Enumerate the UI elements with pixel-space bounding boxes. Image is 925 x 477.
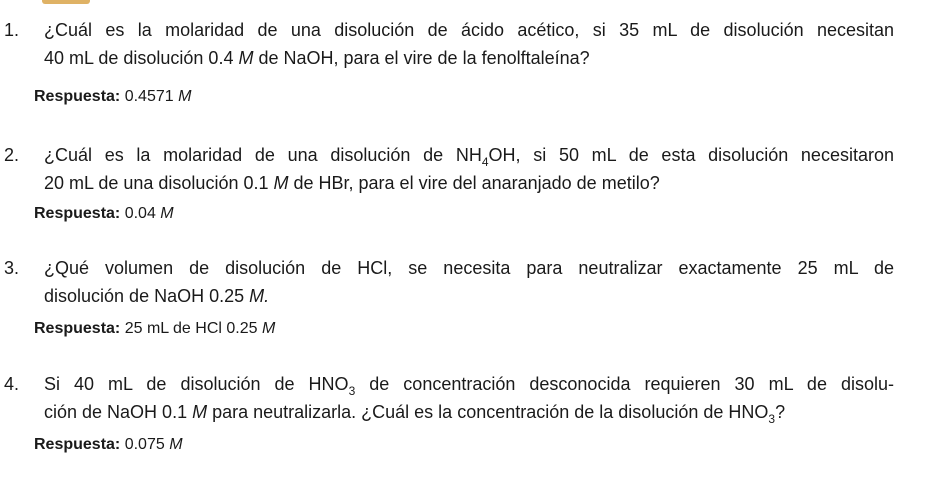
answer	[34, 86, 191, 108]
problem-text-line: 20 mL de una disolución 0.1 M de HBr, para el vire del anaranjado de metilo?	[44, 173, 660, 193]
answer-value: 0.04	[124, 205, 156, 222]
answer	[34, 203, 174, 225]
problem-text-line: 40 mL de disolución 0.4 M de NaOH, para el vire de la fenolftaleína?	[44, 48, 590, 68]
answer-value: 0.075	[124, 436, 165, 453]
answer	[34, 434, 183, 456]
top-decoration	[42, 0, 90, 4]
problem-text-line: ¿Cuál es la molaridad de una disolución de $NH_4OH$, si 50 mL de esta disolución necesitaron	[44, 145, 894, 169]
problem-text-line: ¿Cuál es la molaridad de una disolución de ácido acético, si 35 mL de disolución necesitan	[44, 20, 894, 40]
problem-number: 3.	[4, 258, 20, 278]
answer-label: Respuesta:	[34, 436, 121, 453]
answer-label: Respuesta:	[34, 88, 121, 105]
problem-text-line: Si 40 mL de disolución de $HNO_3$ de concentración desconocida requieren 30 mL de disolu-	[44, 374, 894, 398]
problem-text-line: ción de NaOH 0.1 M para neutralizarla. ¿Cuál es la concentración de la disolución de $HNO_3$?	[44, 402, 786, 426]
problem-text-line: disolución de NaOH 0.25 M.	[44, 286, 270, 306]
answer-label: Respuesta:	[34, 320, 121, 337]
answer-value: 0.4571	[124, 88, 174, 105]
answer	[34, 318, 275, 340]
answer-unit: M	[169, 436, 183, 453]
problem-number: 1.	[4, 20, 20, 40]
problem-text-line: ¿Qué volumen de disolución de HCl, se necesita para neutralizar exactamente 25 mL de	[44, 258, 894, 278]
answer-value: 25 mL de HCl 0.25	[124, 320, 258, 337]
answer-label: Respuesta:	[34, 205, 121, 222]
problem-number: 2.	[4, 145, 20, 165]
answer-unit: M	[160, 205, 174, 222]
answer-unit: M	[178, 88, 192, 105]
problem-number: 4.	[4, 374, 20, 394]
answer-unit: M	[261, 320, 276, 337]
